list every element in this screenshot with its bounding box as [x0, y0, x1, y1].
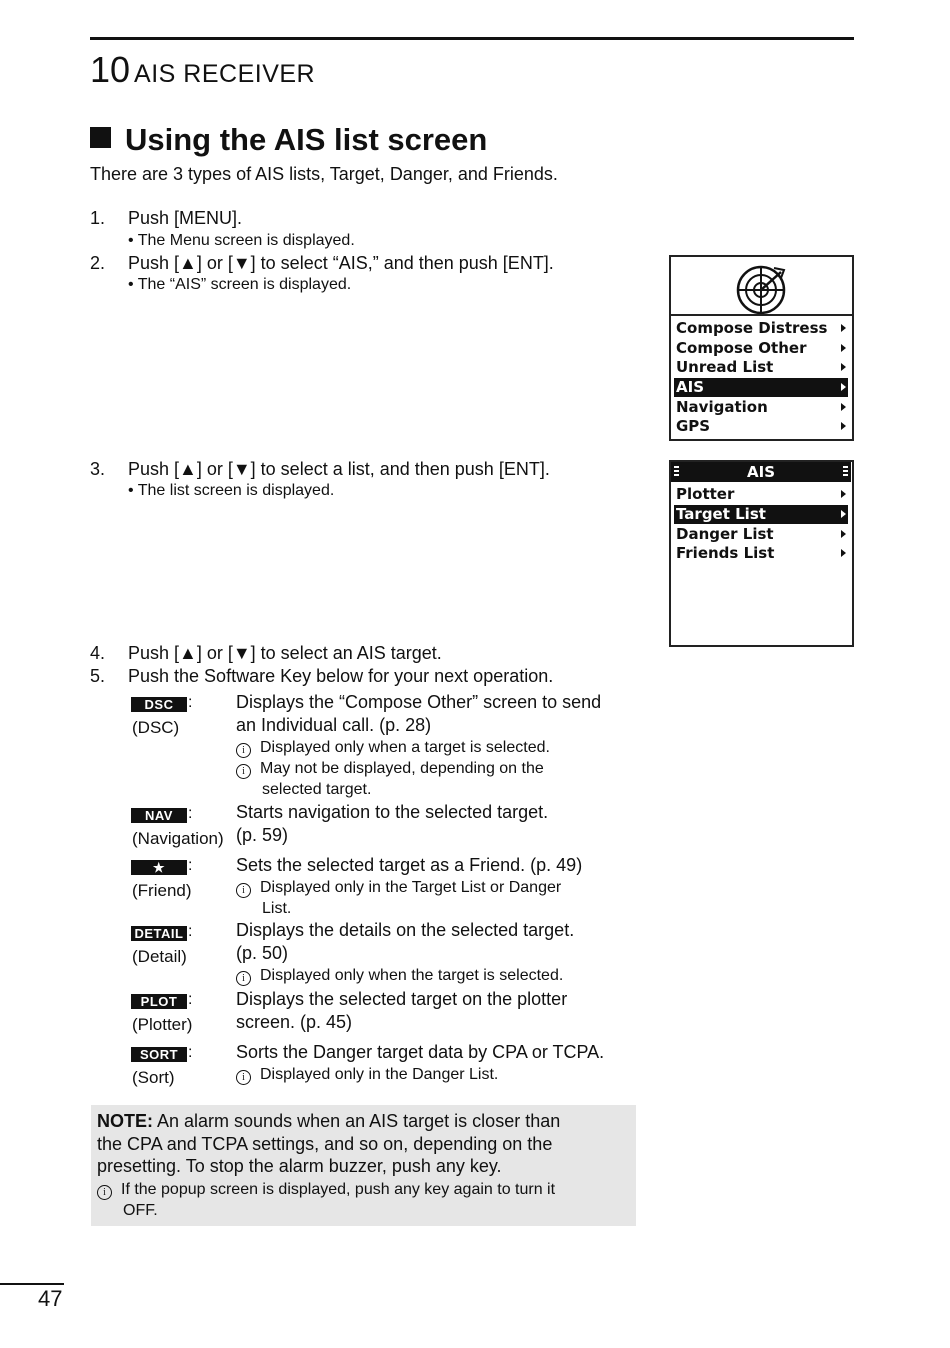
info-text: Displayed only when the target is selected.	[260, 967, 564, 984]
menu-item-unread-list[interactable]	[674, 358, 848, 377]
note-info-text: If the popup screen is displayed, push any key again to turn it	[121, 1181, 556, 1198]
menu-item-label: Compose Other	[676, 339, 807, 357]
desc-line: an Individual call. (p. 28)	[236, 715, 432, 735]
plot-softkey[interactable]: PLOT	[131, 994, 187, 1009]
sort-softkey[interactable]: SORT	[131, 1047, 187, 1062]
step-sub: • The list screen is displayed.	[128, 482, 335, 499]
info-icon: i	[236, 743, 251, 758]
step-text: Push [▲] or [▼] to select “AIS,” and then push [ENT].	[128, 253, 554, 273]
top-rule	[90, 37, 854, 40]
step-sub: • The Menu screen is displayed.	[128, 232, 355, 249]
arrow-right-icon	[841, 549, 846, 557]
softkey-name: (Plotter)	[132, 1015, 193, 1034]
menu-screen	[669, 255, 854, 441]
note-line: presetting. To stop the alarm buzzer, push any key.	[97, 1156, 502, 1176]
colon: :	[188, 805, 193, 822]
step-text: Push [▲] or [▼] to select an AIS target.	[128, 643, 442, 663]
info-note	[236, 965, 563, 986]
step-number: 3.	[90, 459, 106, 479]
info-text: Displayed only when a target is selected.	[260, 739, 550, 756]
step-number: 5.	[90, 666, 106, 686]
info-icon: i	[236, 764, 251, 779]
arrow-right-icon	[841, 324, 846, 332]
info-text: selected target.	[262, 781, 372, 798]
info-icon: i	[236, 883, 251, 898]
info-icon: i	[236, 971, 251, 986]
softkey-name: (Sort)	[132, 1068, 175, 1087]
menu-item-plotter[interactable]	[674, 485, 848, 504]
menu-item-label: Unread List	[676, 358, 774, 376]
info-icon: i	[97, 1185, 112, 1200]
scroll-indicator-icon	[843, 466, 848, 477]
info-text: Displayed only in the Danger List.	[260, 1066, 499, 1083]
step-number: 1.	[90, 208, 106, 228]
menu-item-compose-other[interactable]	[674, 339, 848, 358]
info-note	[236, 737, 550, 758]
detail-softkey[interactable]: DETAIL	[131, 926, 187, 941]
softkey-desc	[236, 691, 601, 737]
note-label: NOTE:	[97, 1111, 153, 1131]
note-info-text: OFF.	[123, 1202, 158, 1219]
info-text: List.	[262, 900, 292, 917]
menu-item-gps[interactable]	[674, 417, 848, 436]
page-number: 47	[38, 1286, 63, 1311]
softkey-name: (DSC)	[132, 718, 180, 737]
note-line: the CPA and TCPA settings, and so on, depending on the	[97, 1133, 553, 1154]
chapter-header	[90, 50, 315, 94]
info-text: May not be displayed, depending on the	[260, 760, 544, 777]
menu-item-label: AIS	[676, 378, 704, 396]
menu-item-navigation[interactable]	[674, 398, 848, 417]
step-number: 4.	[90, 643, 106, 663]
note-box	[91, 1105, 636, 1226]
chapter-title: AIS RECEIVER	[134, 60, 316, 88]
info-icon: i	[236, 1070, 251, 1085]
step-number: 2.	[90, 253, 106, 273]
desc-line: Displays the selected target on the plotter	[236, 989, 568, 1009]
arrow-right-icon	[841, 510, 846, 518]
menu-item-friends-list[interactable]	[674, 544, 848, 563]
colon: :	[188, 991, 193, 1008]
arrow-right-icon	[841, 383, 846, 391]
note-text	[97, 1110, 560, 1178]
softkey-desc: Sorts the Danger target data by CPA or TCPA.	[236, 1042, 605, 1062]
softkey-desc	[236, 988, 567, 1034]
step-sub: • The “AIS” screen is displayed.	[128, 276, 352, 293]
info-note	[236, 877, 561, 919]
menu-item-label: Plotter	[676, 485, 735, 503]
divider	[671, 314, 852, 316]
colon: :	[188, 857, 193, 874]
note-info	[97, 1179, 555, 1221]
menu-item-label: Friends List	[676, 544, 775, 562]
arrow-right-icon	[841, 344, 846, 352]
softkey-desc: Sets the selected target as a Friend. (p. 49)	[236, 855, 583, 875]
softkey-name: (Friend)	[132, 881, 192, 900]
arrow-right-icon	[841, 422, 846, 430]
step-text: Push the Software Key below for your next operation.	[128, 666, 554, 686]
info-note	[236, 758, 544, 800]
desc-line: Displays the details on the selected target.	[236, 920, 575, 940]
section-title-text: Using the AIS list screen	[125, 122, 488, 157]
info-text: Displayed only in the Target List or Danger	[260, 879, 562, 896]
step-text: Push [MENU].	[128, 208, 243, 228]
desc-line: Starts navigation to the selected target.	[236, 802, 549, 822]
nav-softkey[interactable]: NAV	[131, 808, 187, 823]
step-text: Push [▲] or [▼] to select a list, and then push [ENT].	[128, 459, 550, 479]
desc-line: Displays the “Compose Other” screen to send	[236, 692, 602, 712]
menu-item-label: Danger List	[676, 525, 774, 543]
square-bullet-icon	[90, 127, 111, 148]
menu-item-label: Compose Distress	[676, 319, 828, 337]
arrow-right-icon	[841, 363, 846, 371]
ais-screen-header	[671, 462, 851, 482]
section-title	[90, 120, 487, 160]
note-line: An alarm sounds when an AIS target is closer than	[153, 1111, 561, 1131]
softkey-name: (Detail)	[132, 947, 187, 966]
chapter-number: 10	[90, 49, 131, 90]
arrow-right-icon	[841, 490, 846, 498]
menu-item-ais[interactable]	[674, 378, 848, 397]
ais-screen-title: AIS	[747, 463, 775, 481]
dsc-softkey[interactable]: DSC	[131, 697, 187, 712]
menu-item-target-list[interactable]	[674, 505, 848, 524]
colon: :	[188, 1044, 193, 1061]
arrow-right-icon	[841, 403, 846, 411]
info-note	[236, 1064, 498, 1085]
colon: :	[188, 923, 193, 940]
menu-item-compose-distress[interactable]	[674, 319, 848, 338]
desc-line: screen. (p. 45)	[236, 1012, 353, 1032]
desc-line: (p. 59)	[236, 825, 289, 845]
scroll-indicator-icon	[674, 466, 679, 477]
softkey-name: (Navigation)	[132, 829, 224, 848]
arrow-right-icon	[841, 530, 846, 538]
ais-screen	[669, 460, 854, 647]
radar-icon	[734, 260, 790, 316]
menu-item-danger-list[interactable]	[674, 525, 848, 544]
friend-softkey[interactable]: ★	[131, 860, 187, 875]
colon: :	[188, 694, 193, 711]
menu-item-label: Navigation	[676, 398, 768, 416]
menu-item-label: Target List	[676, 505, 766, 523]
softkey-desc	[236, 801, 548, 847]
section-intro: There are 3 types of AIS lists, Target, Danger, and Friends.	[90, 164, 558, 184]
softkey-desc	[236, 919, 574, 965]
menu-item-label: GPS	[676, 417, 711, 435]
page-number-rule	[0, 1283, 64, 1285]
desc-line: (p. 50)	[236, 943, 289, 963]
